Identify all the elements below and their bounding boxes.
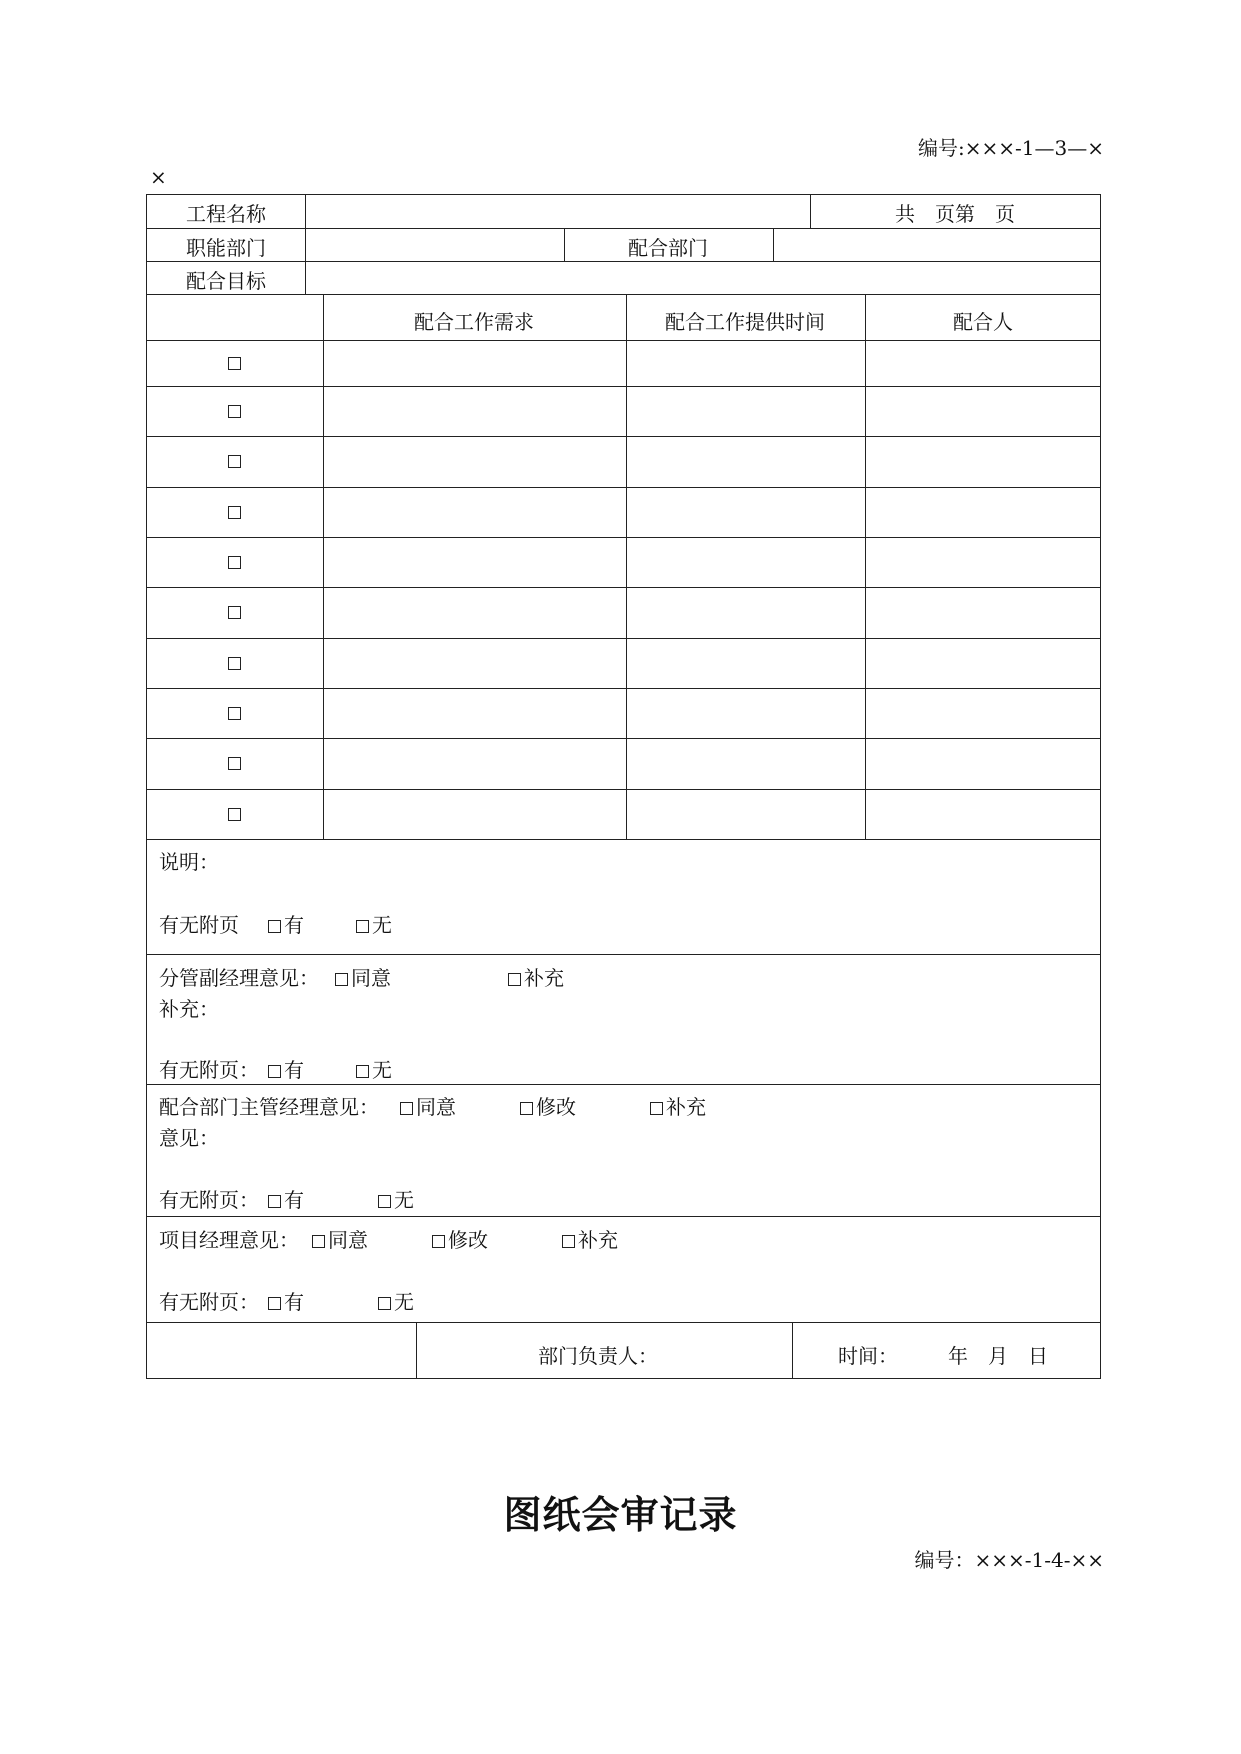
coop-manager-opinion-field-label: 意见： (159, 1126, 219, 1150)
section-divider (146, 1216, 1101, 1217)
time-label: 时间： (838, 1344, 898, 1368)
row-divider (146, 340, 1101, 341)
row-divider (146, 487, 1101, 488)
row-divider (146, 386, 1101, 387)
checkbox-icon (335, 973, 348, 986)
coop-target-field[interactable] (306, 263, 1099, 293)
checkbox-icon (432, 1235, 445, 1248)
checkbox-icon (268, 1195, 281, 1208)
project-manager-opinion-label: 项目经理意见： (159, 1228, 299, 1252)
document-serial-number: 编号:×××-1—3—× (918, 136, 1104, 160)
checkbox-icon (400, 1102, 413, 1115)
deputy-opinion-label: 分管副经理意见： (159, 966, 319, 990)
attachment-yes-option[interactable] (268, 909, 304, 938)
attachment-no-option[interactable] (356, 909, 392, 938)
function-dept-label: 职能部门 (186, 236, 266, 260)
row-checkbox[interactable] (228, 506, 241, 519)
section-divider (146, 1322, 1101, 1323)
option-label: 无 (394, 1290, 414, 1314)
option-label: 有 (284, 1290, 304, 1314)
option-label: 补充 (666, 1095, 706, 1119)
option-label: 补充 (578, 1228, 618, 1252)
row-divider (146, 789, 1101, 790)
option-label: 修改 (448, 1228, 488, 1252)
document-serial-number-continued: × (150, 165, 167, 189)
column-divider (323, 294, 324, 839)
column-divider (626, 294, 627, 839)
next-document-title: 图纸会审记录 (503, 1492, 738, 1537)
checkbox-icon (378, 1297, 391, 1310)
coop-dept-field[interactable] (774, 230, 1099, 260)
row-checkbox[interactable] (228, 808, 241, 821)
option-label: 同意 (351, 966, 391, 990)
row-divider (146, 587, 1101, 588)
section-divider (146, 954, 1101, 955)
row-divider (146, 261, 1101, 262)
checkbox-icon (268, 1065, 281, 1078)
checkbox-icon (650, 1102, 663, 1115)
row-checkbox[interactable] (228, 606, 241, 619)
row-checkbox[interactable] (228, 405, 241, 418)
checkbox-icon (356, 920, 369, 933)
option-label: 修改 (536, 1095, 576, 1119)
checkbox-icon (378, 1195, 391, 1208)
project-name-field[interactable] (306, 196, 809, 227)
option-label: 无 (394, 1188, 414, 1212)
option-label: 无 (372, 913, 392, 937)
coop-manager-opinion-label: 配合部门主管经理意见： (159, 1095, 379, 1119)
row-checkbox[interactable] (228, 757, 241, 770)
deputy-supplement-option[interactable] (508, 962, 564, 991)
row-divider (146, 738, 1101, 739)
attachment-no-option[interactable] (356, 1054, 392, 1083)
row-divider (146, 228, 1101, 229)
row-checkbox[interactable] (228, 455, 241, 468)
checkbox-icon (508, 973, 521, 986)
option-label: 补充 (524, 966, 564, 990)
option-label: 有 (284, 913, 304, 937)
deputy-agree-option[interactable] (335, 962, 391, 991)
attachment-label: 有无附页： (159, 1058, 259, 1082)
row-divider (146, 638, 1101, 639)
checkbox-icon (520, 1102, 533, 1115)
column-header-time: 配合工作提供时间 (665, 310, 825, 334)
coop-manager-supplement-option[interactable] (650, 1091, 706, 1120)
row-checkbox[interactable] (228, 657, 241, 670)
coop-manager-agree-option[interactable] (400, 1091, 456, 1120)
project-name-label: 工程名称 (186, 202, 266, 226)
checkbox-icon (312, 1235, 325, 1248)
option-label: 有 (284, 1058, 304, 1082)
option-label: 有 (284, 1188, 304, 1212)
column-divider (564, 228, 565, 261)
attachment-yes-option[interactable] (268, 1184, 304, 1213)
row-divider (146, 839, 1101, 840)
notes-label: 说明： (159, 850, 219, 874)
column-header-person: 配合人 (953, 310, 1013, 334)
page-count: 共 页第 页 (895, 202, 1015, 226)
option-label: 同意 (416, 1095, 456, 1119)
project-manager-supplement-option[interactable] (562, 1224, 618, 1253)
coop-target-label: 配合目标 (186, 269, 266, 293)
attachment-label: 有无附页： (159, 1290, 259, 1314)
row-checkbox[interactable] (228, 707, 241, 720)
column-divider (810, 194, 811, 228)
attachment-label: 有无附页 (159, 913, 239, 937)
section-divider (146, 1084, 1101, 1085)
row-divider (146, 688, 1101, 689)
deputy-supplement-label: 补充： (159, 997, 219, 1021)
attachment-label: 有无附页： (159, 1188, 259, 1212)
column-divider (865, 294, 866, 839)
dept-head-signature-label: 部门负责人： (538, 1344, 658, 1368)
column-divider (792, 1322, 793, 1379)
next-document-serial: 编号：×××-1-4-×× (914, 1548, 1104, 1572)
attachment-yes-option[interactable] (268, 1286, 304, 1315)
project-manager-agree-option[interactable] (312, 1224, 368, 1253)
attachment-no-option[interactable] (378, 1286, 414, 1315)
column-divider (416, 1322, 417, 1379)
row-divider (146, 294, 1101, 295)
row-checkbox[interactable] (228, 357, 241, 370)
checkbox-icon (268, 1297, 281, 1310)
checkbox-icon (562, 1235, 575, 1248)
row-divider (146, 537, 1101, 538)
project-manager-modify-option[interactable] (432, 1224, 488, 1253)
option-label: 无 (372, 1058, 392, 1082)
coop-dept-label: 配合部门 (628, 236, 708, 260)
date-text: 年 月 日 (948, 1344, 1048, 1368)
row-divider (146, 436, 1101, 437)
checkbox-icon (356, 1065, 369, 1078)
row-checkbox[interactable] (228, 556, 241, 569)
option-label: 同意 (328, 1228, 368, 1252)
function-dept-field[interactable] (306, 230, 563, 260)
coop-manager-modify-option[interactable] (520, 1091, 576, 1120)
column-header-demand: 配合工作需求 (414, 310, 534, 334)
attachment-no-option[interactable] (378, 1184, 414, 1213)
checkbox-icon (268, 920, 281, 933)
attachment-yes-option[interactable] (268, 1054, 304, 1083)
